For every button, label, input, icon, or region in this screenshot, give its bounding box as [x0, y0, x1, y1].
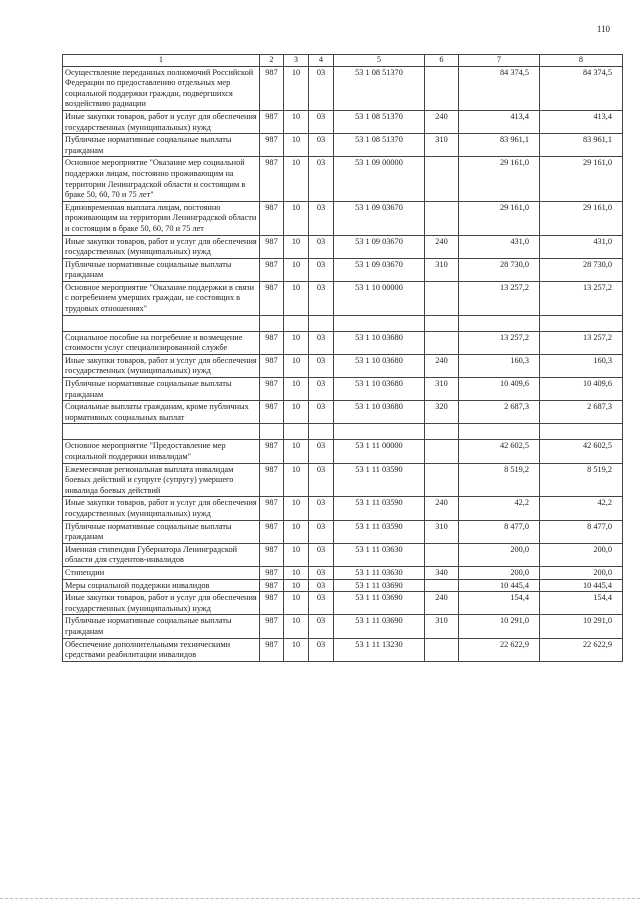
- row-cell-c3: 10: [284, 615, 309, 638]
- row-cell-c8: 10 409,6: [540, 378, 623, 401]
- row-description: Основное мероприятие "Предоставление мер социальной поддержки инвалидам": [63, 440, 260, 463]
- table-row: [63, 638, 623, 661]
- row-description: Именная стипендия Губернатора Ленинградской области для студентов-инвалидов: [63, 543, 260, 566]
- row-cell-c5: 53 1 11 03690: [334, 615, 425, 638]
- column-header: 1: [63, 55, 260, 67]
- spacer-cell: [63, 315, 260, 331]
- table-row: [63, 592, 623, 615]
- row-description: Иные закупки товаров, работ и услуг для обеспечения государственных (муниципальных) нужд: [63, 497, 260, 520]
- row-cell-c3: 10: [284, 378, 309, 401]
- row-cell-c3: 10: [284, 592, 309, 615]
- row-cell-c4: 03: [309, 497, 334, 520]
- row-cell-c3: 10: [284, 134, 309, 157]
- row-description: Основное мероприятие "Оказание поддержки в связи с погребением умерших граждан, не состоящих в трудовых отношениях": [63, 281, 260, 315]
- row-cell-c8: 42,2: [540, 497, 623, 520]
- spacer-cell: [425, 315, 459, 331]
- row-cell-c5: 53 1 11 03690: [334, 579, 425, 592]
- spacer-cell: [284, 424, 309, 440]
- row-cell-c5: 53 1 10 03680: [334, 378, 425, 401]
- row-cell-c4: 03: [309, 354, 334, 377]
- row-cell-c2: 987: [260, 110, 284, 133]
- page-number: 110: [596, 24, 610, 34]
- row-cell-c8: 200,0: [540, 566, 623, 579]
- row-cell-c2: 987: [260, 378, 284, 401]
- row-cell-c5: 53 1 11 03590: [334, 463, 425, 497]
- row-cell-c7: 13 257,2: [459, 331, 540, 354]
- spacer-cell: [309, 424, 334, 440]
- row-cell-c8: 431,0: [540, 235, 623, 258]
- row-description: Ежемесячная региональная выплата инвалидам боевых действий и супруге (супругу) умершего инвалида боевых действий: [63, 463, 260, 497]
- row-cell-c7: 42,2: [459, 497, 540, 520]
- row-cell-c8: 29 161,0: [540, 201, 623, 235]
- row-cell-c6: 310: [425, 134, 459, 157]
- row-cell-c3: 10: [284, 157, 309, 201]
- row-cell-c2: 987: [260, 497, 284, 520]
- row-cell-c8: 13 257,2: [540, 331, 623, 354]
- row-cell-c7: 28 730,0: [459, 258, 540, 281]
- column-header: 2: [260, 55, 284, 67]
- row-cell-c6: [425, 66, 459, 110]
- row-cell-c3: 10: [284, 579, 309, 592]
- row-cell-c2: 987: [260, 615, 284, 638]
- row-cell-c8: 8 477,0: [540, 520, 623, 543]
- row-cell-c8: 200,0: [540, 543, 623, 566]
- row-cell-c2: 987: [260, 281, 284, 315]
- row-description: Публичные нормативные социальные выплаты гражданам: [63, 134, 260, 157]
- row-cell-c2: 987: [260, 520, 284, 543]
- row-cell-c4: 03: [309, 378, 334, 401]
- column-header: 4: [309, 55, 334, 67]
- row-cell-c5: 53 1 09 03670: [334, 235, 425, 258]
- row-description: Публичные нормативные социальные выплаты гражданам: [63, 378, 260, 401]
- row-cell-c4: 03: [309, 281, 334, 315]
- row-cell-c4: 03: [309, 579, 334, 592]
- spacer-cell: [425, 424, 459, 440]
- row-cell-c6: 240: [425, 592, 459, 615]
- row-cell-c6: 310: [425, 378, 459, 401]
- row-cell-c8: 10 445,4: [540, 579, 623, 592]
- row-cell-c2: 987: [260, 566, 284, 579]
- row-description: Иные закупки товаров, работ и услуг для обеспечения государственных (муниципальных) нужд: [63, 592, 260, 615]
- row-cell-c5: 53 1 11 13230: [334, 638, 425, 661]
- row-description: Стипендии: [63, 566, 260, 579]
- row-cell-c8: 10 291,0: [540, 615, 623, 638]
- row-cell-c6: 240: [425, 354, 459, 377]
- row-cell-c6: [425, 281, 459, 315]
- row-cell-c8: 154,4: [540, 592, 623, 615]
- row-cell-c4: 03: [309, 331, 334, 354]
- table-row: [63, 258, 623, 281]
- row-cell-c3: 10: [284, 331, 309, 354]
- table-row: [63, 463, 623, 497]
- row-cell-c7: 13 257,2: [459, 281, 540, 315]
- row-cell-c6: 340: [425, 566, 459, 579]
- table-row: [63, 110, 623, 133]
- row-cell-c2: 987: [260, 592, 284, 615]
- row-cell-c8: 42 602,5: [540, 440, 623, 463]
- spacer-cell: [540, 315, 623, 331]
- table-row: [63, 157, 623, 201]
- row-cell-c2: 987: [260, 579, 284, 592]
- row-cell-c3: 10: [284, 463, 309, 497]
- row-cell-c8: 2 687,3: [540, 401, 623, 424]
- row-cell-c4: 03: [309, 638, 334, 661]
- spacer-cell: [334, 424, 425, 440]
- row-cell-c8: 160,3: [540, 354, 623, 377]
- row-cell-c2: 987: [260, 543, 284, 566]
- row-cell-c7: 413,4: [459, 110, 540, 133]
- row-cell-c7: 154,4: [459, 592, 540, 615]
- row-description: Иные закупки товаров, работ и услуг для обеспечения государственных (муниципальных) нужд: [63, 110, 260, 133]
- row-cell-c8: 84 374,5: [540, 66, 623, 110]
- row-cell-c7: 160,3: [459, 354, 540, 377]
- row-cell-c3: 10: [284, 235, 309, 258]
- row-description: Социальное пособие на погребение и возмещение стоимости услуг специализированной службе: [63, 331, 260, 354]
- header-row: [63, 55, 623, 67]
- row-cell-c2: 987: [260, 440, 284, 463]
- row-cell-c5: 53 1 08 51370: [334, 66, 425, 110]
- row-cell-c5: 53 1 09 03670: [334, 258, 425, 281]
- table-row: [63, 440, 623, 463]
- row-cell-c6: [425, 463, 459, 497]
- row-cell-c7: 8 519,2: [459, 463, 540, 497]
- row-cell-c2: 987: [260, 354, 284, 377]
- row-cell-c5: 53 1 10 03680: [334, 401, 425, 424]
- row-cell-c8: 83 961,1: [540, 134, 623, 157]
- table-row: [63, 401, 623, 424]
- row-cell-c3: 10: [284, 566, 309, 579]
- row-cell-c7: 29 161,0: [459, 201, 540, 235]
- row-cell-c6: [425, 543, 459, 566]
- row-cell-c7: 431,0: [459, 235, 540, 258]
- row-cell-c5: 53 1 11 03590: [334, 497, 425, 520]
- row-cell-c7: 200,0: [459, 566, 540, 579]
- row-cell-c7: 22 622,9: [459, 638, 540, 661]
- row-cell-c6: [425, 579, 459, 592]
- row-cell-c6: [425, 440, 459, 463]
- row-cell-c7: 200,0: [459, 543, 540, 566]
- row-cell-c2: 987: [260, 401, 284, 424]
- row-description: Социальные выплаты гражданам, кроме публичных нормативных социальных выплат: [63, 401, 260, 424]
- row-cell-c4: 03: [309, 520, 334, 543]
- row-cell-c3: 10: [284, 520, 309, 543]
- row-cell-c5: 53 1 11 03690: [334, 592, 425, 615]
- row-description: Иные закупки товаров, работ и услуг для обеспечения государственных (муниципальных) нужд: [63, 235, 260, 258]
- row-cell-c2: 987: [260, 235, 284, 258]
- page-bottom-divider: [0, 898, 640, 899]
- row-cell-c6: [425, 638, 459, 661]
- row-cell-c5: 53 1 10 03680: [334, 331, 425, 354]
- row-cell-c4: 03: [309, 440, 334, 463]
- row-cell-c3: 10: [284, 497, 309, 520]
- table-row: [63, 134, 623, 157]
- table-row: [63, 579, 623, 592]
- row-description: Обеспечение дополнительными техническими средствами реабилитации инвалидов: [63, 638, 260, 661]
- row-cell-c4: 03: [309, 134, 334, 157]
- row-cell-c7: 10 445,4: [459, 579, 540, 592]
- row-description: Публичные нормативные социальные выплаты гражданам: [63, 520, 260, 543]
- spacer-cell: [309, 315, 334, 331]
- row-cell-c4: 03: [309, 201, 334, 235]
- row-cell-c5: 53 1 11 03630: [334, 566, 425, 579]
- row-cell-c4: 03: [309, 463, 334, 497]
- row-cell-c6: 310: [425, 258, 459, 281]
- row-cell-c6: [425, 331, 459, 354]
- row-cell-c8: 29 161,0: [540, 157, 623, 201]
- table-row: [63, 378, 623, 401]
- row-cell-c2: 987: [260, 201, 284, 235]
- row-cell-c4: 03: [309, 235, 334, 258]
- row-cell-c7: 83 961,1: [459, 134, 540, 157]
- spacer-cell: [459, 424, 540, 440]
- table-row: [63, 331, 623, 354]
- row-cell-c6: 240: [425, 497, 459, 520]
- row-description: Иные закупки товаров, работ и услуг для обеспечения государственных (муниципальных) нужд: [63, 354, 260, 377]
- row-cell-c2: 987: [260, 331, 284, 354]
- row-description: Публичные нормативные социальные выплаты гражданам: [63, 615, 260, 638]
- table-row: [63, 615, 623, 638]
- row-cell-c7: 10 409,6: [459, 378, 540, 401]
- row-cell-c2: 987: [260, 258, 284, 281]
- row-description: Осуществление переданных полномочий Российской Федерации по предоставлению отдельных мер социальной поддержки граждан, подвергшихся воздействию радиации: [63, 66, 260, 110]
- table-row: [63, 566, 623, 579]
- row-cell-c4: 03: [309, 592, 334, 615]
- row-cell-c6: 320: [425, 401, 459, 424]
- row-cell-c2: 987: [260, 134, 284, 157]
- table-row: [63, 543, 623, 566]
- row-cell-c7: 84 374,5: [459, 66, 540, 110]
- row-cell-c5: 53 1 09 03670: [334, 201, 425, 235]
- table-row: [63, 66, 623, 110]
- row-cell-c4: 03: [309, 615, 334, 638]
- row-description: Единовременная выплата лицам, постоянно проживающим на территории Ленинградской области и состоящим в браке 50, 60, 70 и 75 лет: [63, 201, 260, 235]
- row-cell-c5: 53 1 10 00000: [334, 281, 425, 315]
- table-row: [63, 201, 623, 235]
- spacer-cell: [459, 315, 540, 331]
- spacer-cell: [334, 315, 425, 331]
- row-cell-c7: 10 291,0: [459, 615, 540, 638]
- table-row: [63, 497, 623, 520]
- row-cell-c6: 240: [425, 235, 459, 258]
- row-cell-c4: 03: [309, 66, 334, 110]
- spacer-cell: [284, 315, 309, 331]
- row-cell-c7: 8 477,0: [459, 520, 540, 543]
- spacer-cell: [540, 424, 623, 440]
- row-cell-c3: 10: [284, 66, 309, 110]
- spacer-cell: [260, 315, 284, 331]
- column-header: 5: [334, 55, 425, 67]
- spacer-cell: [260, 424, 284, 440]
- spacer-cell: [63, 424, 260, 440]
- row-cell-c6: 310: [425, 520, 459, 543]
- row-cell-c3: 10: [284, 543, 309, 566]
- column-header: 7: [459, 55, 540, 67]
- row-cell-c7: 42 602,5: [459, 440, 540, 463]
- row-cell-c3: 10: [284, 401, 309, 424]
- row-cell-c7: 2 687,3: [459, 401, 540, 424]
- row-cell-c2: 987: [260, 66, 284, 110]
- row-cell-c3: 10: [284, 281, 309, 315]
- row-description: Меры социальной поддержки инвалидов: [63, 579, 260, 592]
- spacer-row: [63, 315, 623, 331]
- spacer-row: [63, 424, 623, 440]
- row-cell-c4: 03: [309, 543, 334, 566]
- row-cell-c7: 29 161,0: [459, 157, 540, 201]
- row-cell-c5: 53 1 09 00000: [334, 157, 425, 201]
- table-row: [63, 354, 623, 377]
- row-cell-c5: 53 1 11 00000: [334, 440, 425, 463]
- row-cell-c4: 03: [309, 566, 334, 579]
- row-cell-c4: 03: [309, 110, 334, 133]
- row-description: Публичные нормативные социальные выплаты гражданам: [63, 258, 260, 281]
- row-cell-c3: 10: [284, 110, 309, 133]
- row-cell-c6: [425, 201, 459, 235]
- row-cell-c8: 28 730,0: [540, 258, 623, 281]
- row-cell-c2: 987: [260, 157, 284, 201]
- row-cell-c4: 03: [309, 401, 334, 424]
- row-cell-c2: 987: [260, 638, 284, 661]
- row-cell-c3: 10: [284, 354, 309, 377]
- row-cell-c5: 53 1 11 03630: [334, 543, 425, 566]
- row-cell-c4: 03: [309, 157, 334, 201]
- row-cell-c4: 03: [309, 258, 334, 281]
- row-cell-c8: 13 257,2: [540, 281, 623, 315]
- row-cell-c8: 413,4: [540, 110, 623, 133]
- row-cell-c3: 10: [284, 201, 309, 235]
- row-description: Основное мероприятие "Оказание мер социальной поддержки лицам, постоянно проживающим на территории Ленинградской области и состоящим в браке 50, 60, 70 и 75 лет": [63, 157, 260, 201]
- table-row: [63, 520, 623, 543]
- row-cell-c5: 53 1 08 51370: [334, 110, 425, 133]
- row-cell-c8: 22 622,9: [540, 638, 623, 661]
- column-header: 8: [540, 55, 623, 67]
- row-cell-c5: 53 1 11 03590: [334, 520, 425, 543]
- row-cell-c5: 53 1 10 03680: [334, 354, 425, 377]
- table-row: [63, 235, 623, 258]
- column-header: 6: [425, 55, 459, 67]
- row-cell-c2: 987: [260, 463, 284, 497]
- row-cell-c3: 10: [284, 638, 309, 661]
- row-cell-c6: 240: [425, 110, 459, 133]
- row-cell-c6: [425, 157, 459, 201]
- column-header: 3: [284, 55, 309, 67]
- row-cell-c6: 310: [425, 615, 459, 638]
- row-cell-c5: 53 1 08 51370: [334, 134, 425, 157]
- table-row: [63, 281, 623, 315]
- row-cell-c3: 10: [284, 440, 309, 463]
- row-cell-c3: 10: [284, 258, 309, 281]
- budget-table: [62, 54, 623, 662]
- row-cell-c8: 8 519,2: [540, 463, 623, 497]
